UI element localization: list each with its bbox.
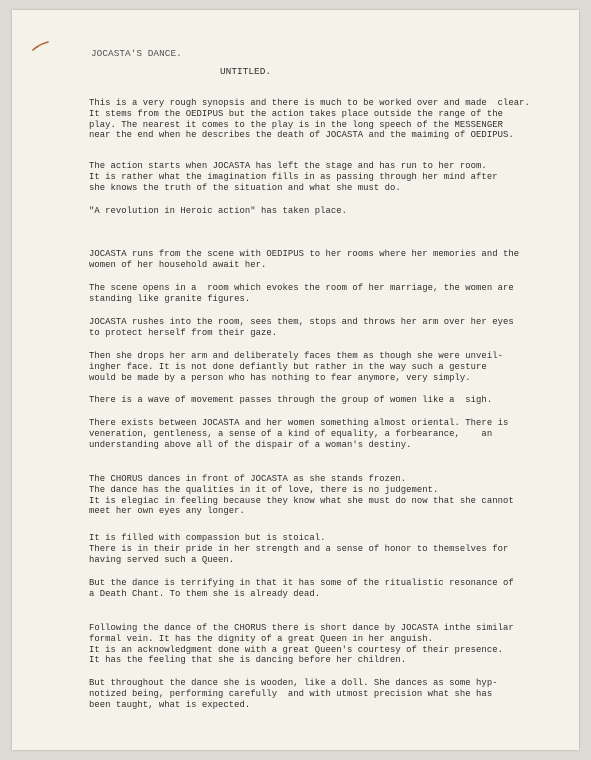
text-line: been taught, what is expected. [89,699,251,710]
text-line: The action starts when JOCASTA has left the stage and has run to her room. [89,161,487,171]
text-line: standing like granite figures. [89,293,251,304]
text-line: understanding above all of the dispair of a woman's destiny. [89,439,412,450]
text-line: It is elegiac in feeling because they know what she must do now that she cannot [89,495,514,506]
text-line: near the end when he describes the death of JOCASTA and the maiming of OEDIPUS. [89,130,514,141]
text-line: Following the dance of the CHORUS there is short dance by JOCASTA inthe similar [89,623,514,633]
text-line: The CHORUS dances in front of JOCASTA as she stands frozen. [89,474,407,484]
text-line: meet her own eyes any longer. [89,506,245,517]
text-line: It is filled with compassion but is stoical. [89,533,326,543]
text-line: The scene opens in a room which evokes the room of her marriage, the women are [89,283,514,293]
text-line: she knows the truth of the situation and what she must do. [89,182,401,193]
text-line: It stems from the OEDIPUS but the action takes place outside the range of the [89,108,503,119]
typed-page [12,10,579,750]
text-line: It is rather what the imagination fills in as passing through her mind after [89,171,498,182]
text-line: But the dance is terrifying in that it has some of the ritualistic resonance of [89,578,514,588]
text-line: "A revolution in Heroic action" has taken place. [89,206,348,216]
document-title: UNTITLED. [220,66,272,77]
text-line: The dance has the qualities in it of love, there is no judgement. [89,484,439,495]
text-line: It is an acknowledgment done with a great Queen's courtesy of their presence. [89,644,503,655]
text-line: having served such a Queen. [89,554,235,565]
document-header: JOCASTA'S DANCE. [91,48,182,59]
text-line: But throughout the dance she is wooden, like a doll. She dances as some hyp- [89,678,498,688]
text-line: There exists between JOCASTA and her women something almost oriental. There is [89,418,509,428]
text-line: This is a very rough synopsis and there is much to be worked over and made clear. [89,98,530,108]
text-line: women of her household await her. [89,259,267,270]
text-line: formal vein. It has the dignity of a great Queen in her anguish. [89,633,434,644]
text-line: Then she drops her arm and deliberately faces them as though she were unveil- [89,351,503,361]
text-line: JOCASTA rushes into the room, sees them, stops and throws her arm over her eyes [89,317,514,327]
text-line: veneration, gentleness, a sense of a kind of equality, a forbearance, an [89,428,493,439]
text-line: to protect herself from their gaze. [89,327,278,338]
typed-text [12,10,579,750]
text-line: would be made by a person who has nothing to fear anymore, very simply. [89,372,471,383]
text-line: ingher face. It is not done defiantly but rather in the way such a gesture [89,361,487,372]
text-line: It has the feeling that she is dancing before her children. [89,655,407,666]
text-line: There is a wave of movement passes through the group of women like a sigh. [89,395,493,405]
text-line: play. The nearest it comes to the play is in the long speech of the MESSENGER [89,119,503,130]
text-line: notized being, performing carefully and with utmost precision what she has [89,688,493,699]
text-line: There is in their pride in her strength and a sense of honor to themselves for [89,543,509,554]
text-line: a Death Chant. To them she is already dead. [89,588,321,599]
text-line: JOCASTA runs from the scene with OEDIPUS to her rooms where her memories and the [89,249,520,259]
